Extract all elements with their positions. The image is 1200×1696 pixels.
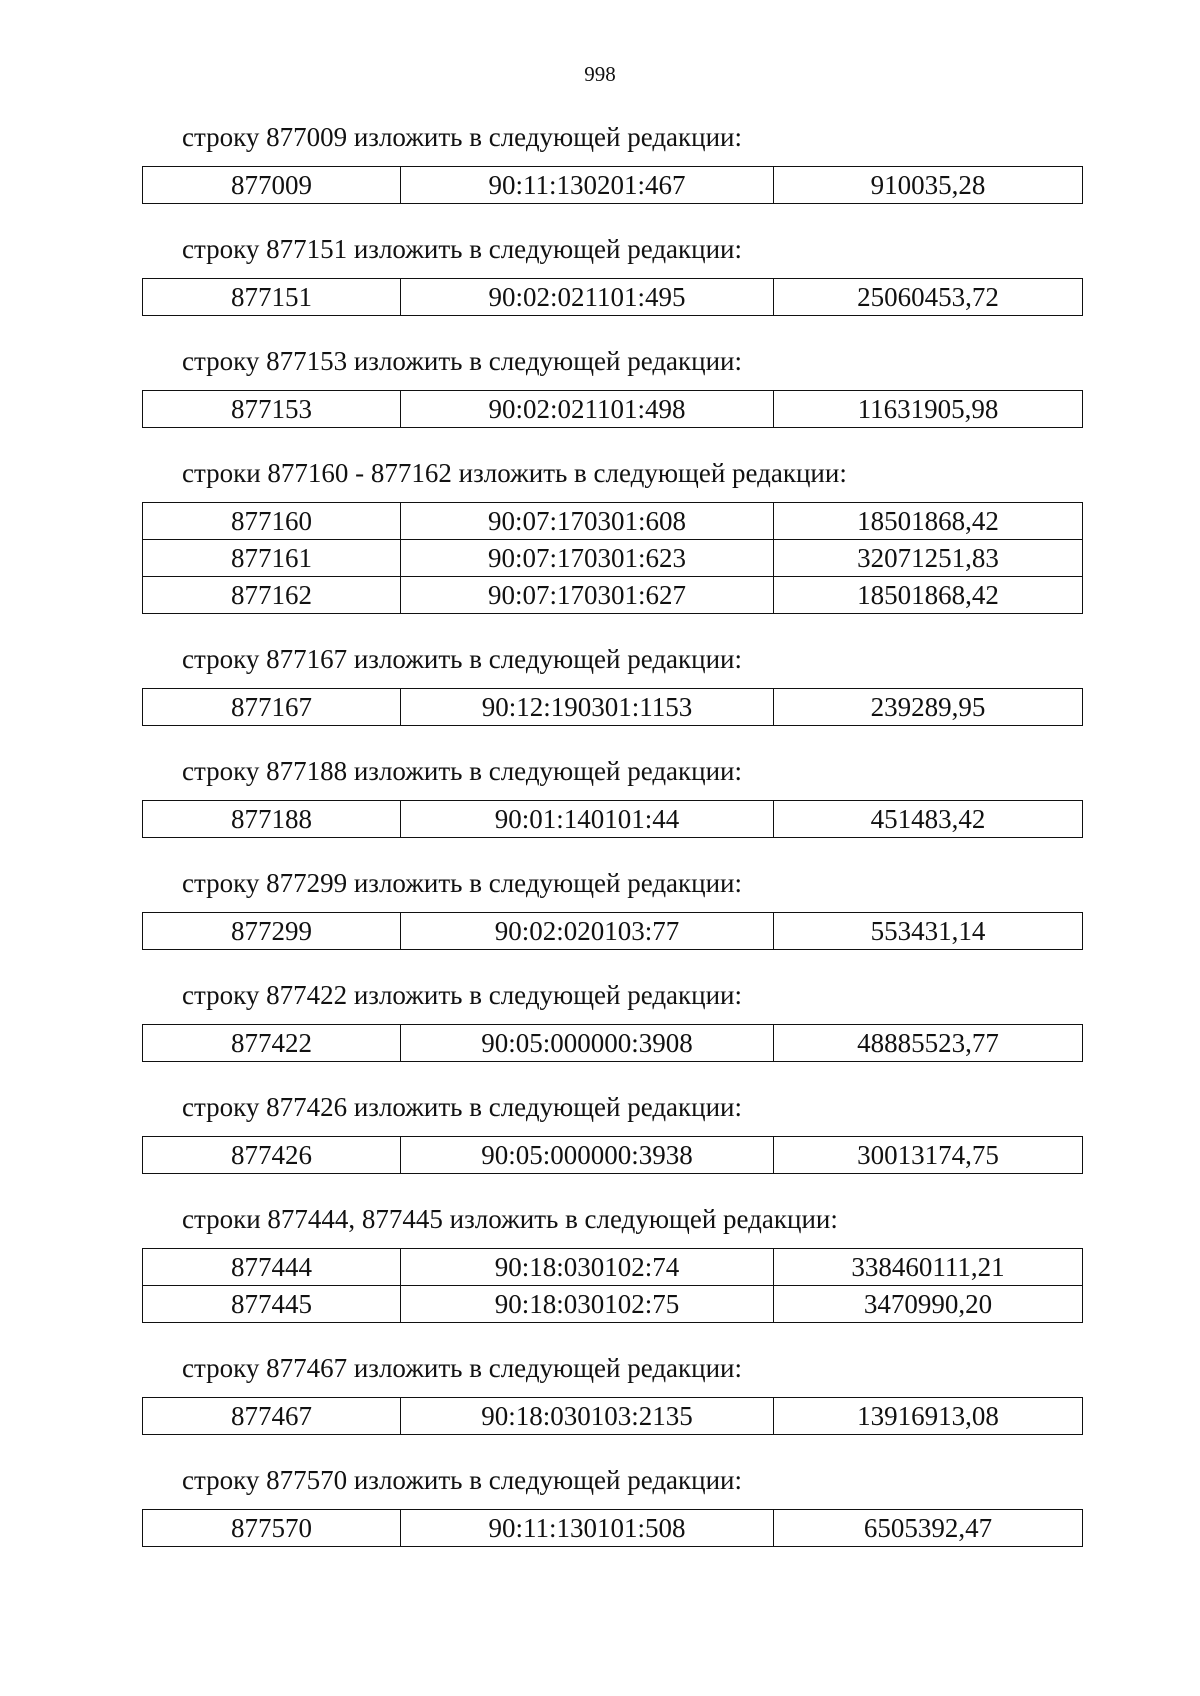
row-number-cell: 877445 [143,1286,401,1323]
amendment-table [142,1136,1083,1174]
table-row [143,391,1083,428]
amendment-instruction: строку 877151 изложить в следующей редакции: [182,234,743,264]
cadastral-number-cell: 90:11:130201:467 [401,167,774,204]
table-row [143,1286,1083,1323]
value-cell: 25060453,72 [774,279,1083,316]
row-number-cell: 877009 [143,167,401,204]
amendment-instruction: строку 877422 изложить в следующей редакции: [182,980,743,1010]
amendment-table [142,1248,1083,1323]
amendment-instruction: строку 877570 изложить в следующей редакции: [182,1465,743,1495]
amendment-table [142,278,1083,316]
row-number-cell: 877167 [143,689,401,726]
amendment-instruction: строку 877299 изложить в следующей редакции: [182,868,743,898]
row-number-cell: 877151 [143,279,401,316]
cadastral-number-cell: 90:01:140101:44 [401,801,774,838]
row-number-cell: 877161 [143,540,401,577]
cadastral-number-cell: 90:05:000000:3938 [401,1137,774,1174]
value-cell: 451483,42 [774,801,1083,838]
amendment-instruction: строку 877426 изложить в следующей редакции: [182,1092,743,1122]
document-body [142,120,1082,1575]
amendment-table [142,502,1083,614]
amendment-table [142,1397,1083,1435]
cadastral-number-cell: 90:18:030102:74 [401,1249,774,1286]
table-row [143,1025,1083,1062]
value-cell: 30013174,75 [774,1137,1083,1174]
table-row [143,1249,1083,1286]
amendment-table [142,688,1083,726]
table-row [143,503,1083,540]
value-cell: 13916913,08 [774,1398,1083,1435]
value-cell: 18501868,42 [774,503,1083,540]
value-cell: 239289,95 [774,689,1083,726]
table-row [143,1398,1083,1435]
cadastral-number-cell: 90:07:170301:623 [401,540,774,577]
value-cell: 6505392,47 [774,1510,1083,1547]
cadastral-number-cell: 90:02:021101:498 [401,391,774,428]
cadastral-number-cell: 90:11:130101:508 [401,1510,774,1547]
table-row [143,801,1083,838]
amendment-instruction: строку 877153 изложить в следующей редакции: [182,346,743,376]
cadastral-number-cell: 90:12:190301:1153 [401,689,774,726]
value-cell: 11631905,98 [774,391,1083,428]
row-number-cell: 877188 [143,801,401,838]
row-number-cell: 877444 [143,1249,401,1286]
amendment-instruction: строку 877188 изложить в следующей редакции: [182,756,743,786]
amendment-table [142,1024,1083,1062]
table-row [143,689,1083,726]
amendment-instruction: строку 877009 изложить в следующей редакции: [182,122,743,152]
value-cell: 338460111,21 [774,1249,1083,1286]
row-number-cell: 877153 [143,391,401,428]
cadastral-number-cell: 90:02:020103:77 [401,913,774,950]
row-number-cell: 877426 [143,1137,401,1174]
table-row [143,1510,1083,1547]
value-cell: 910035,28 [774,167,1083,204]
table-row [143,540,1083,577]
value-cell: 3470990,20 [774,1286,1083,1323]
row-number-cell: 877467 [143,1398,401,1435]
cadastral-number-cell: 90:07:170301:608 [401,503,774,540]
value-cell: 18501868,42 [774,577,1083,614]
table-row [143,913,1083,950]
table-row [143,1137,1083,1174]
cadastral-number-cell: 90:18:030102:75 [401,1286,774,1323]
cadastral-number-cell: 90:07:170301:627 [401,577,774,614]
amendment-table [142,912,1083,950]
row-number-cell: 877162 [143,577,401,614]
value-cell: 32071251,83 [774,540,1083,577]
value-cell: 553431,14 [774,913,1083,950]
cadastral-number-cell: 90:05:000000:3908 [401,1025,774,1062]
table-row [143,167,1083,204]
cadastral-number-cell: 90:18:030103:2135 [401,1398,774,1435]
table-row [143,577,1083,614]
page-number: 998 [584,62,616,86]
cadastral-number-cell: 90:02:021101:495 [401,279,774,316]
amendment-instruction: строку 877167 изложить в следующей редакции: [182,644,743,674]
amendment-instruction: строки 877444, 877445 изложить в следующей редакции: [182,1204,838,1234]
amendment-instruction: строки 877160 - 877162 изложить в следующей редакции: [182,458,847,488]
value-cell: 48885523,77 [774,1025,1083,1062]
row-number-cell: 877570 [143,1510,401,1547]
amendment-table [142,800,1083,838]
amendment-table [142,390,1083,428]
amendment-table [142,166,1083,204]
row-number-cell: 877422 [143,1025,401,1062]
amendment-instruction: строку 877467 изложить в следующей редакции: [182,1353,743,1383]
amendment-table [142,1509,1083,1547]
table-row [143,279,1083,316]
row-number-cell: 877299 [143,913,401,950]
row-number-cell: 877160 [143,503,401,540]
